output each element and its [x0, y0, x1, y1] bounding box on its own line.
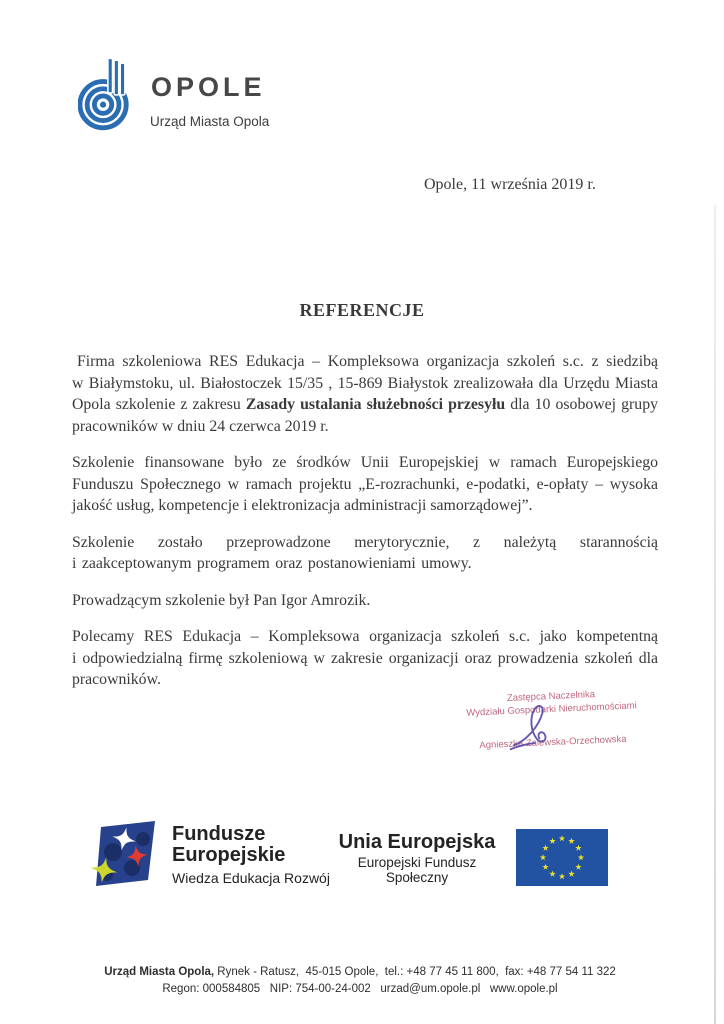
scan-edge-artifact [714, 205, 716, 1024]
stamp-role-line1: Zastępca Naczelnika [506, 689, 596, 704]
p1-training-topic: Zasady ustalania służebności przesyłu [245, 396, 506, 413]
stamp-role-line2: Wydziału Gospodarki Nieruchomościami [466, 700, 637, 719]
page-title: REFERENCJE [299, 300, 425, 320]
paragraph-recommendation: Polecamy RES Edukacja – Kompleksowa organizacja szkoleń s.c. jako kompetentną i odpowiedzialną firmę szkoleniową w zakresie organizacji oraz prowadzenia szkoleń dla pracowników. [72, 628, 658, 688]
fundusze-europejskie-wordmark [172, 824, 330, 886]
p1-text-before: Firma szkoleniowa RES Edukacja – Kompleksowa organizacja szkoleń s.c. z siedzibą w Białymstoku, ul. Białostoczek 15/35 , 15-869 Białystok zrealizowała dla Urzędu Miasta Opola szkolenie z zakresu [72, 353, 658, 413]
footer-line2: Regon: 000584805 NIP: 754-00-24-002 urzad@um.opole.pl www.opole.pl [162, 983, 558, 995]
stamp-name: Agnieszka Zalewska-Orzechowska [479, 733, 627, 752]
fe-subtitle: Wiedza Edukacja Rozwój [172, 870, 330, 886]
dateline: Opole, 11 września 2019 r. [424, 176, 596, 193]
paragraph-eu-funding: Szkolenie finansowane było ze środków Unii Europejskiej w ramach Europejskiego Funduszu Społecznego w ramach projektu „E-rozrachunki, e-podatki, e-opłaty – wysoka jakość usług, kompetencje i elektronizacja administracji samorządowej”. [72, 454, 658, 514]
unia-europejska-wordmark [326, 831, 508, 885]
paragraph-quality: Szkolenie zostało przeprowadzone merytorycznie, z należytą starannością i zaakceptowanym programem oraz postanowieniami umowy. [72, 533, 658, 572]
fe-title-line2: Europejskie [172, 844, 286, 866]
footer-contact-block [30, 964, 690, 998]
fe-title-line1: Fundusze [172, 823, 266, 845]
paragraph-trainer: Prowadzącym szkolenie był Pan Igor Amrozik. [72, 591, 371, 609]
handwritten-signature [506, 694, 568, 763]
p1-text-after: dla 10 osobowej grupy pracowników w dniu 24 czerwca 2019 r. [72, 396, 658, 435]
letterhead-subtitle: Urząd Miasta Opola [150, 114, 270, 129]
footer-address: Rynek - Ratusz, 45-015 Opole, tel.: +48 77 45 11 800, fax: +48 77 54 11 322 [214, 966, 616, 978]
eu-subtitle: Europejski Fundusz Społeczny [357, 855, 477, 885]
opole-logo-icon [78, 56, 132, 139]
fundusze-europejskie-flag-icon [90, 818, 164, 897]
paragraph-company-intro [72, 351, 658, 437]
footer-org-name: Urząd Miasta Opola, [104, 966, 215, 978]
eu-flag-icon [516, 829, 608, 891]
footer-line1 [30, 964, 690, 981]
eu-title: Unia Europejska [338, 831, 496, 853]
letter-body [72, 351, 658, 706]
brand-wordmark: OPOLE [151, 72, 266, 102]
